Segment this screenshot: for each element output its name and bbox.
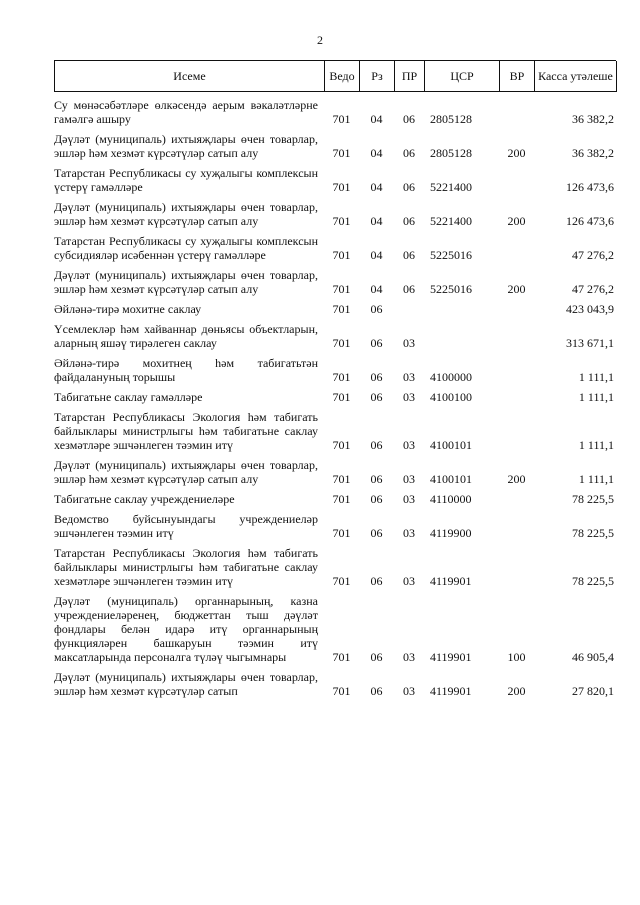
row-name: Татарстан Республикасы Экология һәм табигать байлыклары министрлыгы һәм табигатьне саклау хезмәтләре эшчәнлеген тәэмин итү bbox=[54, 546, 318, 588]
table-row bbox=[54, 390, 616, 404]
table-row bbox=[54, 302, 616, 316]
row-kassa: 1 111,1 bbox=[578, 370, 614, 384]
row-name: Татарстан Республикасы Экология һәм табигать байлыклары министрлыгы һәм табигатьне саклау хезмәтләре эшчәнлеген тәэмин итү bbox=[54, 410, 318, 452]
row-vr bbox=[499, 234, 534, 262]
row-kassa: 36 382,2 bbox=[572, 146, 614, 160]
row-vr bbox=[499, 546, 534, 588]
page-number: 2 bbox=[317, 33, 323, 47]
row-vedo: 701 bbox=[332, 684, 351, 698]
row-kassa: 126 473,6 bbox=[566, 214, 614, 228]
row-csr: 4119900 bbox=[430, 526, 472, 540]
row-pr: 03 bbox=[403, 650, 415, 664]
row-vedo: 701 bbox=[332, 214, 351, 228]
row-name: Ведомство буйсынуындагы учреждениеләр эшчәнлеген тәэмин итү bbox=[54, 512, 318, 540]
row-vedo: 701 bbox=[332, 248, 351, 262]
row-name: Дәүләт (муниципаль) ихтыяҗлары өчен товарлар, эшләр һәм хезмәт күрсәтүләр сатып алу bbox=[54, 458, 318, 486]
header-csr: ЦСР bbox=[425, 61, 500, 92]
header-vr: ВР bbox=[500, 61, 535, 92]
row-vedo: 701 bbox=[332, 146, 351, 160]
row-name: Дәүләт (муниципаль) ихтыяҗлары өчен товарлар, эшләр һәм хезмәт күрсәтүләр сатып алу bbox=[54, 132, 318, 160]
row-vr bbox=[499, 302, 534, 316]
row-rz: 06 bbox=[370, 574, 383, 588]
row-name: Дәүләт (муниципаль) ихтыяҗлары өчен товарлар, эшләр һәм хезмәт күрсәтүләр сатып алу bbox=[54, 200, 318, 228]
row-name: Дәүләт (муниципаль) ихтыяҗлары өчен товарлар, эшләр һәм хезмәт күрсәтүләр сатып bbox=[54, 670, 318, 698]
budget-table bbox=[54, 60, 616, 698]
row-csr: 4100101 bbox=[430, 438, 472, 452]
row-vr: 200 bbox=[507, 282, 526, 296]
row-csr: 4119901 bbox=[430, 574, 472, 588]
row-pr: 03 bbox=[403, 438, 415, 452]
row-vr bbox=[499, 512, 534, 540]
row-vedo: 701 bbox=[332, 526, 351, 540]
row-csr: 5221400 bbox=[430, 214, 472, 228]
row-kassa: 36 382,2 bbox=[572, 112, 614, 126]
row-rz: 04 bbox=[370, 248, 383, 262]
table-row bbox=[54, 166, 616, 194]
row-kassa: 47 276,2 bbox=[572, 248, 614, 262]
row-rz: 04 bbox=[370, 214, 383, 228]
row-rz: 06 bbox=[370, 302, 383, 316]
row-csr: 5225016 bbox=[430, 282, 472, 296]
row-kassa: 27 820,1 bbox=[572, 684, 614, 698]
row-name: Табигатьне саклау гамәлләре bbox=[54, 390, 203, 404]
table-row bbox=[54, 322, 616, 350]
table-row bbox=[54, 410, 616, 452]
row-rz: 06 bbox=[370, 650, 383, 664]
row-vedo: 701 bbox=[332, 302, 351, 316]
row-csr: 4100101 bbox=[430, 472, 472, 486]
row-pr: 03 bbox=[403, 574, 415, 588]
table-row bbox=[54, 98, 616, 126]
row-vr bbox=[499, 410, 534, 452]
row-kassa: 1 111,1 bbox=[578, 472, 614, 486]
row-vedo: 701 bbox=[332, 282, 351, 296]
row-rz: 04 bbox=[370, 282, 383, 296]
row-name: Әйләнә-тирә мохитнең һәм табигатьтән файдалануның торышы bbox=[54, 356, 318, 384]
row-kassa: 78 225,5 bbox=[572, 574, 614, 588]
row-kassa: 78 225,5 bbox=[572, 526, 614, 540]
row-kassa: 313 671,1 bbox=[566, 336, 614, 350]
row-rz: 04 bbox=[370, 146, 383, 160]
header-pr: ПР bbox=[395, 61, 425, 92]
header-vedo: Ведо bbox=[325, 61, 360, 92]
row-rz: 06 bbox=[370, 438, 383, 452]
row-vedo: 701 bbox=[332, 438, 351, 452]
row-pr: 06 bbox=[403, 112, 415, 126]
row-pr: 03 bbox=[403, 472, 415, 486]
row-vr bbox=[499, 356, 534, 384]
row-csr: 4119901 bbox=[430, 650, 472, 664]
row-pr: 03 bbox=[403, 684, 415, 698]
row-vr bbox=[499, 98, 534, 126]
row-vr: 200 bbox=[507, 214, 526, 228]
row-vedo: 701 bbox=[332, 574, 351, 588]
row-csr bbox=[424, 302, 499, 316]
row-pr: 06 bbox=[403, 248, 415, 262]
row-csr: 5225016 bbox=[430, 248, 472, 262]
row-kassa: 1 111,1 bbox=[578, 390, 614, 404]
row-csr: 4100100 bbox=[430, 390, 472, 404]
table-row bbox=[54, 594, 616, 664]
row-kassa: 46 905,4 bbox=[572, 650, 614, 664]
row-pr: 06 bbox=[403, 214, 415, 228]
row-pr: 06 bbox=[403, 282, 415, 296]
table-row bbox=[54, 512, 616, 540]
row-vr bbox=[499, 166, 534, 194]
row-vr: 200 bbox=[507, 472, 526, 486]
row-pr: 03 bbox=[403, 336, 415, 350]
row-name: Табигатьне саклау учреждениеләре bbox=[54, 492, 235, 506]
row-csr: 4110000 bbox=[430, 492, 472, 506]
row-kassa: 1 111,1 bbox=[578, 438, 614, 452]
row-rz: 06 bbox=[370, 492, 383, 506]
row-pr bbox=[394, 302, 424, 316]
row-name: Татарстан Республикасы су хуҗалыгы комплексын үстерү гамәлләре bbox=[54, 166, 318, 194]
table-body bbox=[54, 98, 616, 698]
row-name: Әйләнә-тирә мохитне саклау bbox=[54, 302, 202, 316]
header-kassa: Касса утәлеше bbox=[535, 61, 617, 92]
row-kassa: 78 225,5 bbox=[572, 492, 614, 506]
row-vedo: 701 bbox=[332, 650, 351, 664]
row-name: Үсемлекләр һәм хайваннар дөньясы объектларын, аларның яшәү тирәлеген саклау bbox=[54, 322, 318, 350]
row-rz: 06 bbox=[370, 684, 383, 698]
row-rz: 06 bbox=[370, 526, 383, 540]
row-pr: 03 bbox=[403, 492, 415, 506]
row-rz: 04 bbox=[370, 112, 383, 126]
row-rz: 06 bbox=[370, 390, 383, 404]
header-name: Исеме bbox=[55, 61, 325, 92]
row-pr: 06 bbox=[403, 146, 415, 160]
row-vedo: 701 bbox=[332, 492, 351, 506]
row-vedo: 701 bbox=[332, 336, 351, 350]
row-csr: 2805128 bbox=[430, 146, 472, 160]
row-rz: 06 bbox=[370, 472, 383, 486]
row-vedo: 701 bbox=[332, 112, 351, 126]
header-rz: Рз bbox=[360, 61, 395, 92]
row-vr: 200 bbox=[507, 684, 526, 698]
row-vr bbox=[499, 322, 534, 350]
row-vedo: 701 bbox=[332, 472, 351, 486]
row-name: Дәүләт (муниципаль) ихтыяҗлары өчен товарлар, эшләр һәм хезмәт күрсәтүләр сатып алу bbox=[54, 268, 318, 296]
table-row bbox=[54, 492, 616, 506]
row-pr: 03 bbox=[403, 370, 415, 384]
row-kassa: 423 043,9 bbox=[566, 302, 614, 316]
table-row bbox=[54, 200, 616, 228]
table-row bbox=[54, 356, 616, 384]
row-pr: 06 bbox=[403, 180, 415, 194]
row-vr: 200 bbox=[507, 146, 526, 160]
row-csr: 5221400 bbox=[430, 180, 472, 194]
row-csr: 4119901 bbox=[430, 684, 472, 698]
row-rz: 06 bbox=[370, 336, 383, 350]
row-csr: 2805128 bbox=[430, 112, 472, 126]
row-kassa: 47 276,2 bbox=[572, 282, 614, 296]
row-vr bbox=[499, 492, 534, 506]
row-vedo: 701 bbox=[332, 180, 351, 194]
row-kassa: 126 473,6 bbox=[566, 180, 614, 194]
table-header bbox=[54, 60, 616, 92]
row-name: Татарстан Республикасы су хуҗалыгы комплексын субсидияләр исәбеннән үстерү гамәлләре bbox=[54, 234, 318, 262]
row-rz: 04 bbox=[370, 180, 383, 194]
row-vedo: 701 bbox=[332, 370, 351, 384]
table-row bbox=[54, 268, 616, 296]
table-row bbox=[54, 458, 616, 486]
row-rz: 06 bbox=[370, 370, 383, 384]
table-row bbox=[54, 546, 616, 588]
row-csr bbox=[424, 322, 499, 350]
row-vr bbox=[499, 390, 534, 404]
row-csr: 4100000 bbox=[430, 370, 472, 384]
row-pr: 03 bbox=[403, 526, 415, 540]
row-name: Дәүләт (муниципаль) органнарының, казна учреждениеләренең, бюджеттан тыш дәүләт фондлары белән идарә итү органнарының функцияләрен башкаруын тәэмин итү максатларында персоналга түләү чыгымнары bbox=[54, 594, 318, 664]
row-vr: 100 bbox=[507, 650, 526, 664]
table-row bbox=[54, 132, 616, 160]
row-pr: 03 bbox=[403, 390, 415, 404]
row-name: Су мөнәсәбәтләре өлкәсендә аерым вәкаләтләрне гамәлгә ашыру bbox=[54, 98, 318, 126]
table-row bbox=[54, 234, 616, 262]
row-vedo: 701 bbox=[332, 390, 351, 404]
table-row bbox=[54, 670, 616, 698]
